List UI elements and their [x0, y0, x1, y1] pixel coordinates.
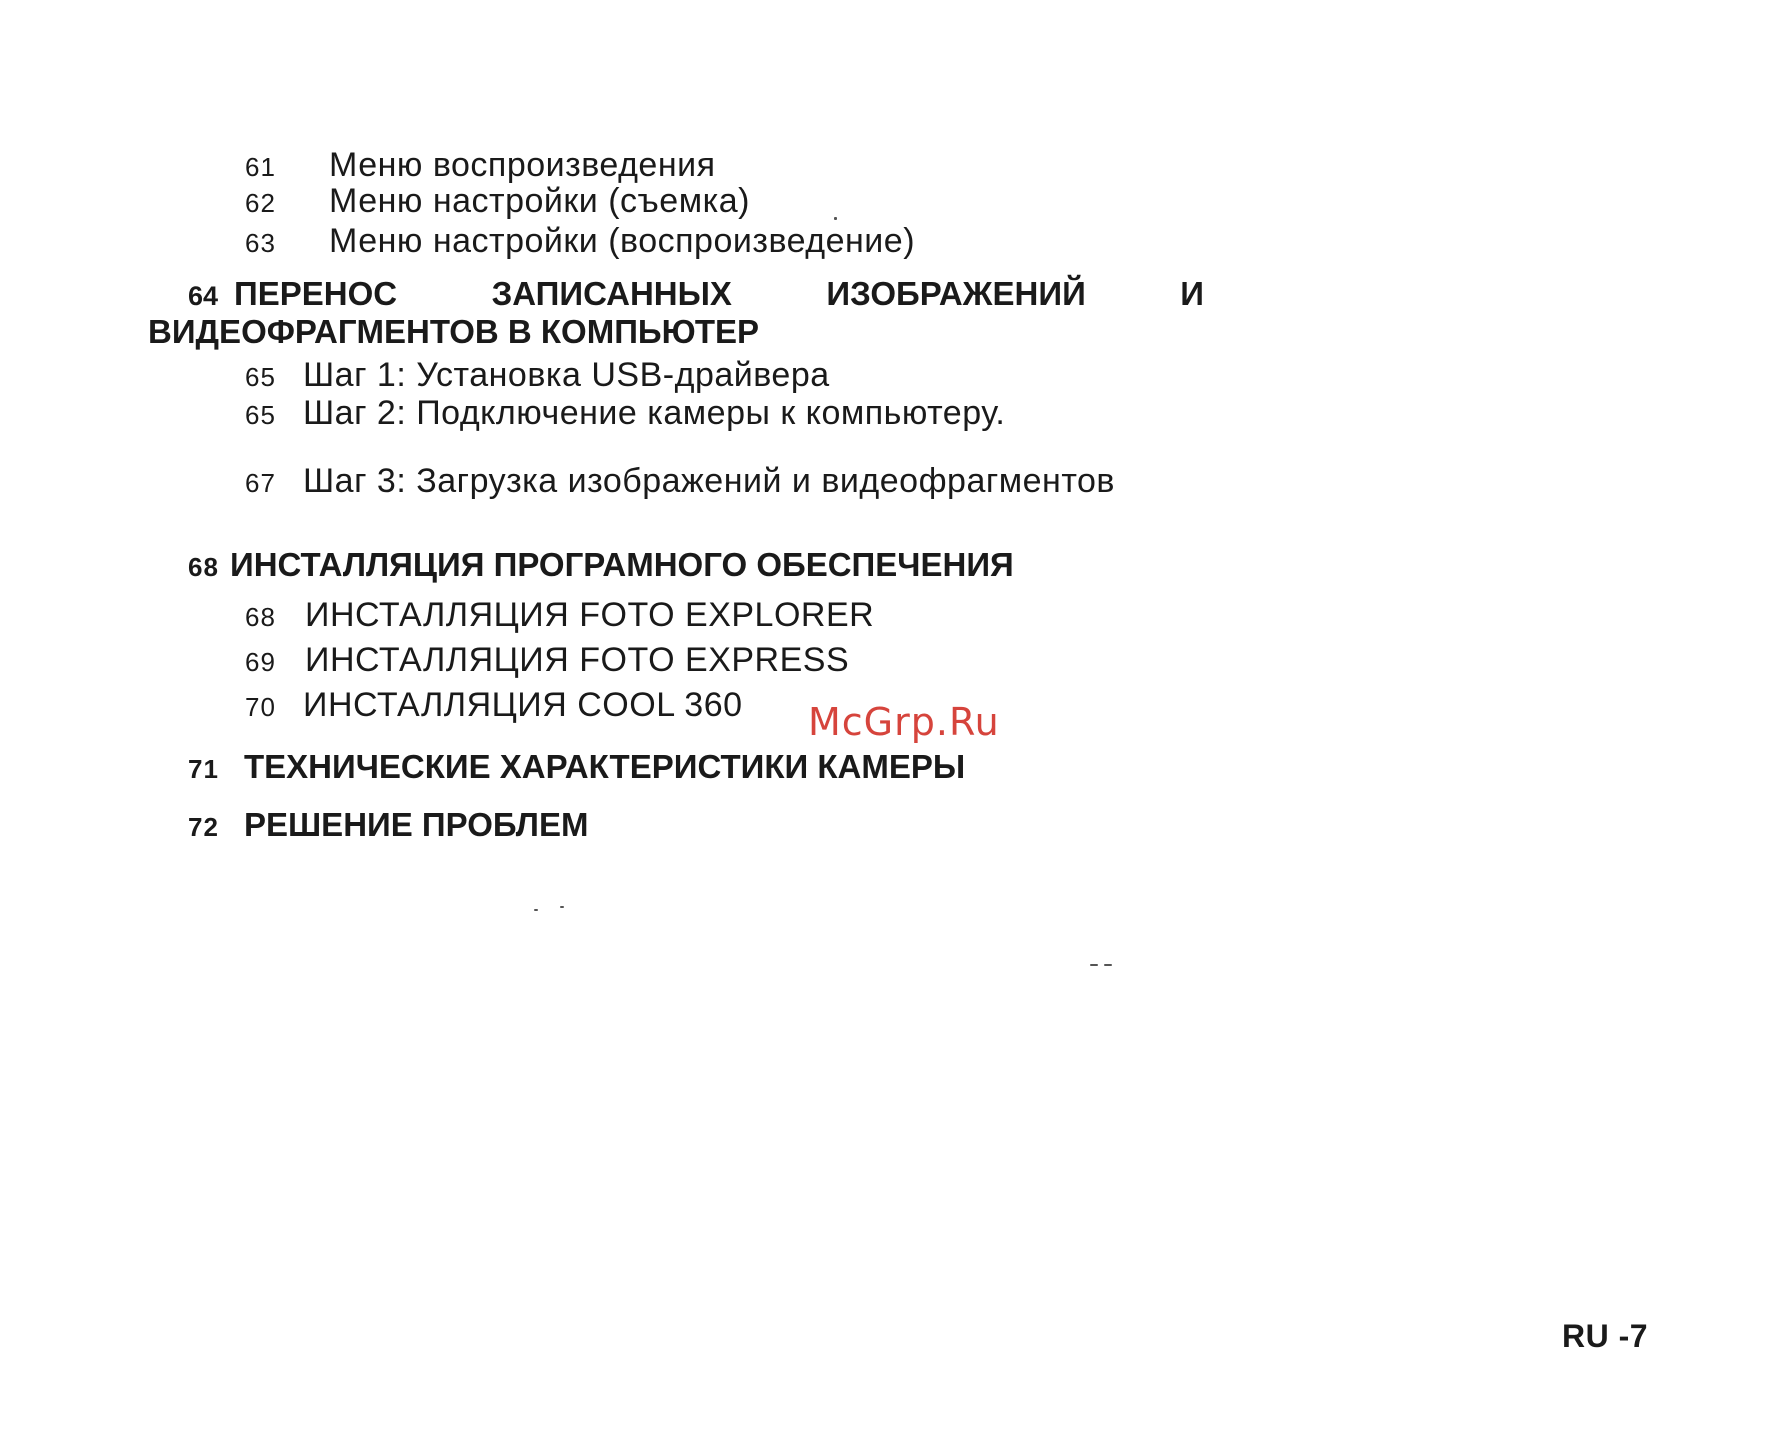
toc-section-install [188, 546, 1014, 584]
page-footer-label: RU -7 [1562, 1318, 1649, 1354]
toc-page-number: 63 [245, 228, 276, 258]
scan-speck [560, 906, 564, 908]
toc-entry-text: ИНСТАЛЛЯЦИЯ FOTO EXPLORER [305, 596, 875, 634]
toc-page-number [188, 276, 397, 314]
toc-entry-text: ИНСТАЛЛЯЦИЯ COOL 360 [303, 686, 743, 724]
heading-line-2: ВИДЕОФРАГМЕНТОВ В КОМПЬЮТЕР [148, 313, 760, 350]
scan-speck [1104, 964, 1112, 966]
scan-speck [1090, 964, 1098, 966]
toc-entry-text: ИНСТАЛЛЯЦИЯ FOTO EXPRESS [305, 641, 850, 679]
heading-word: ИЗОБРАЖЕНИЙ [826, 275, 1086, 312]
toc-entry-61 [245, 146, 716, 185]
toc-install-item-1 [245, 596, 874, 635]
toc-page-number: 71 [188, 754, 219, 784]
toc-section-title: ТЕХНИЧЕСКИЕ ХАРАКТЕРИСТИКИ КАМЕРЫ [244, 748, 966, 785]
toc-entry-62 [245, 182, 750, 221]
heading-word: ЗАПИСАННЫХ [491, 275, 732, 312]
toc-step-2 [245, 394, 1005, 433]
toc-entry-text: Шаг 2: Подключение камеры к компьютеру. [303, 394, 1006, 432]
heading-word: И [1180, 275, 1204, 312]
scan-speck [834, 217, 837, 220]
toc-entry-63 [245, 222, 915, 261]
toc-page-number: 61 [245, 152, 276, 182]
toc-entry-text: Меню воспроизведения [329, 146, 716, 184]
toc-entry-text: Шаг 3: Загрузка изображений и видеофрагментов [303, 462, 1115, 500]
toc-step-1 [245, 356, 830, 395]
toc-page-number: 68 [188, 552, 219, 582]
toc-page-number: 69 [245, 647, 276, 677]
toc-section-troubleshoot [188, 806, 588, 844]
toc-page-number: 62 [245, 188, 276, 218]
toc-page-number: 65 [245, 362, 276, 392]
watermark: McGrp.Ru [808, 700, 1000, 744]
scan-speck [534, 909, 538, 911]
toc-install-item-3 [245, 686, 743, 725]
section-number: 64 [188, 281, 219, 311]
toc-entry-text: Меню настройки (съемка) [329, 182, 750, 220]
toc-step-3 [245, 462, 1115, 501]
toc-section-title: ИНСТАЛЛЯЦИЯ ПРОГРАМНОГО ОБЕСПЕЧЕНИЯ [230, 546, 1014, 583]
toc-entry-text: Меню настройки (воспроизведение) [329, 222, 916, 260]
toc-page-number: 68 [245, 602, 276, 632]
toc-page-number: 67 [245, 468, 276, 498]
toc-section-title: РЕШЕНИЕ ПРОБЛЕМ [244, 806, 589, 843]
toc-section-transfer-heading [148, 275, 1204, 350]
toc-install-item-2 [245, 641, 849, 680]
toc-page-number: 65 [245, 400, 276, 430]
heading-word: ПЕРЕНОС [234, 275, 398, 312]
toc-section-specs [188, 748, 965, 786]
toc-entry-text: Шаг 1: Установка USB-драйвера [303, 356, 830, 394]
toc-page-number: 70 [245, 692, 276, 722]
toc-page-number: 72 [188, 812, 219, 842]
